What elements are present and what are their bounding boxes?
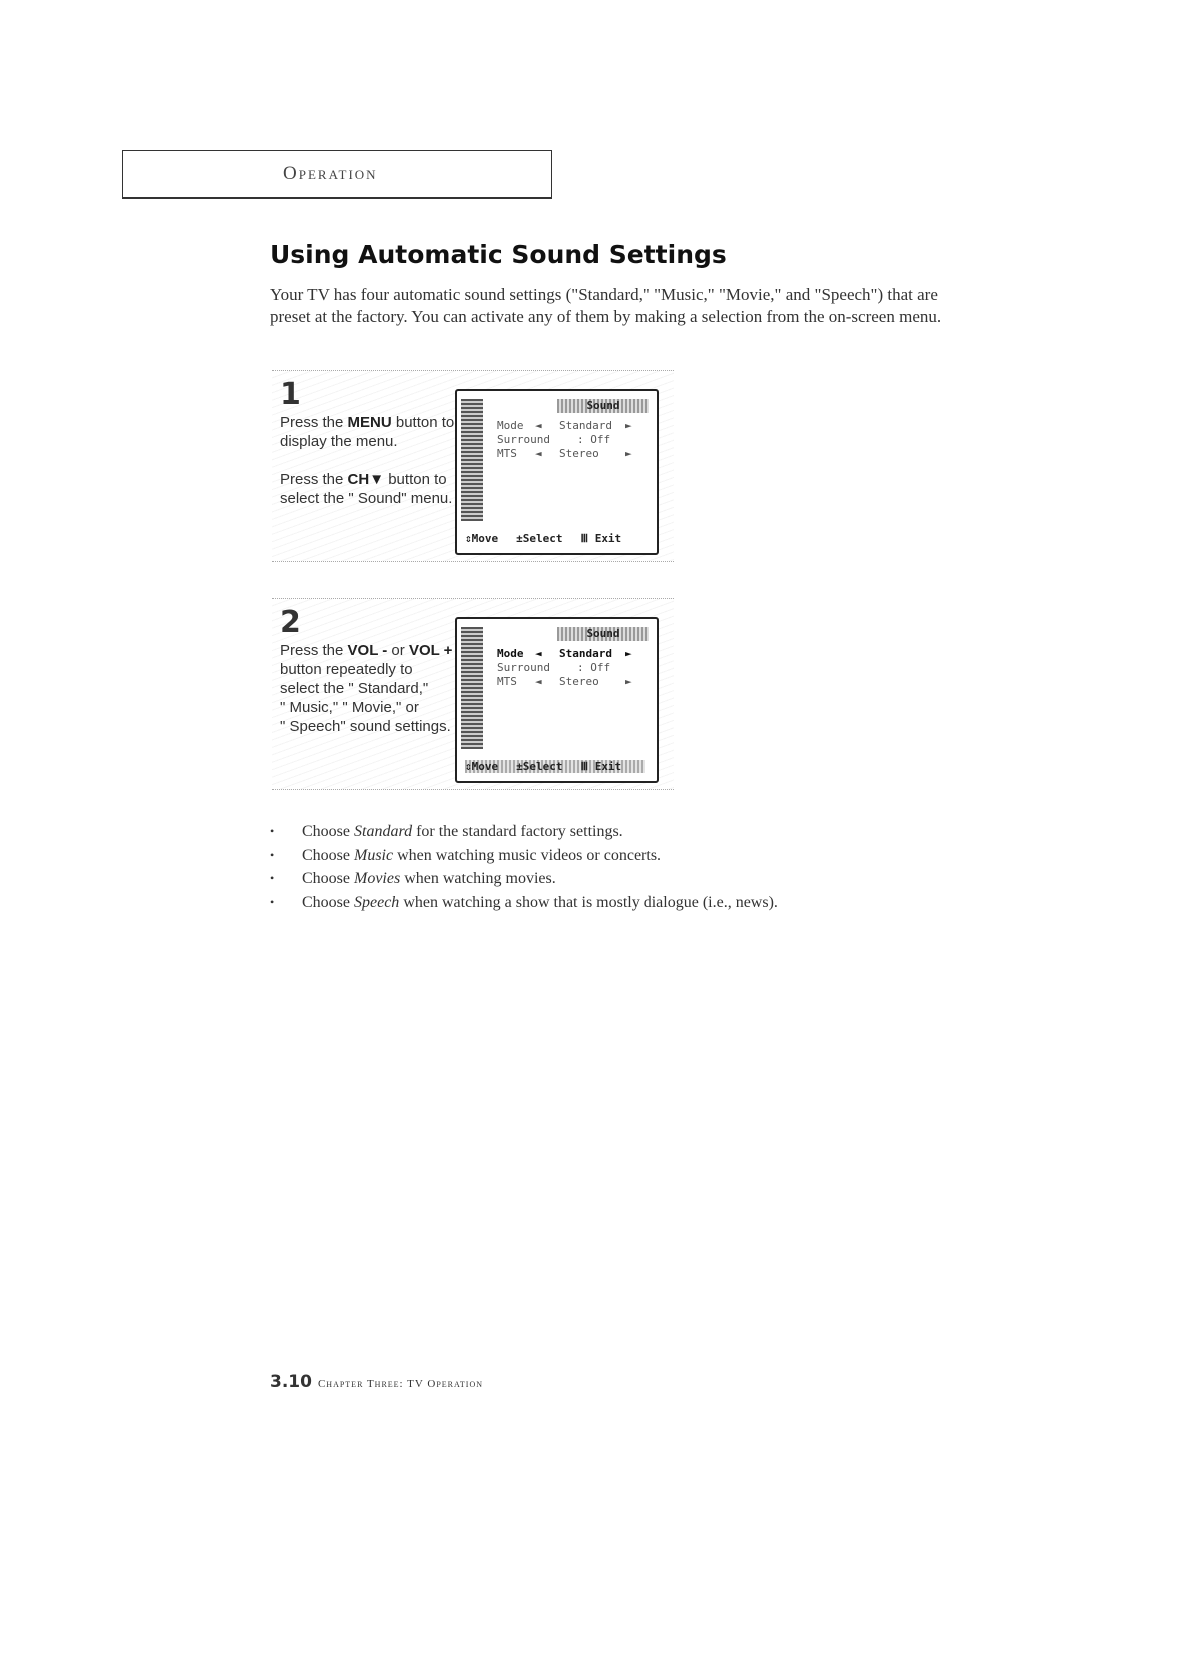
- osd-screen: Sound Mode ◄ Standard ► Surround : Off MTS ◄ Stereo ► ⇕Move ±Select Ⅲ Exit: [455, 617, 659, 783]
- list-item: • Choose Standard for the standard factory settings.: [270, 820, 778, 844]
- menu-icons-sidebar: [461, 399, 483, 521]
- osd-footer: ⇕Move ±Select Ⅲ Exit: [465, 532, 622, 545]
- bullet-list: [270, 820, 778, 914]
- page-title: Using Automatic Sound Settings: [270, 240, 727, 269]
- list-item: • Choose Speech when watching a show that is mostly dialogue (i.e., news).: [270, 891, 778, 915]
- step-1-instructions: Press the MENU button to display the menu. Press the CH▼ button to select the " Sound" menu.: [280, 414, 455, 507]
- menu-icons-sidebar: [461, 627, 483, 749]
- step-2-panel: [272, 598, 674, 790]
- page-number: 3.10: [270, 1372, 312, 1392]
- intro-text: Your TV has four automatic sound settings ("Standard," "Music," "Movie," and "Speech") that are preset at the factory. You can activate any of them by making a selection from the on-screen menu.: [270, 285, 942, 326]
- section-header: [122, 150, 552, 199]
- list-item: • Choose Music when watching music videos or concerts.: [270, 844, 778, 868]
- step-number: 2: [280, 605, 301, 640]
- chapter-label: Chapter Three: TV Operation: [317, 1378, 483, 1390]
- osd-title: Sound: [557, 627, 649, 641]
- section-label: Operation: [283, 163, 378, 184]
- step-1-panel: [272, 370, 674, 562]
- osd-title: Sound: [557, 399, 649, 413]
- page-footer: [270, 1372, 483, 1392]
- step-2-instructions: Press the VOL - or VOL + button repeatedly to select the " Standard," " Music," " Movie," or " Speech" sound settings.: [280, 642, 453, 735]
- osd-screen: Sound Mode ◄ Standard ► Surround : Off MTS ◄ Stereo ► ⇕Move ±Select Ⅲ Exit: [455, 389, 659, 555]
- osd-footer: ⇕Move ±Select Ⅲ Exit: [465, 760, 645, 773]
- step-number: 1: [280, 377, 301, 412]
- list-item: • Choose Movies when watching movies.: [270, 867, 778, 891]
